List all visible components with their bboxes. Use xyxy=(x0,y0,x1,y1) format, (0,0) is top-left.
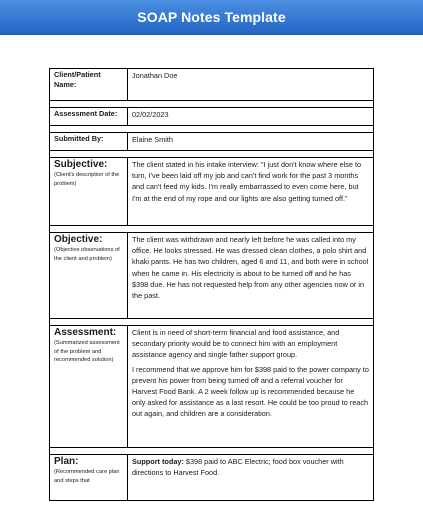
subjective-row xyxy=(50,158,374,226)
subjective-description: (Client's description of the problem) xyxy=(54,172,120,187)
date-row xyxy=(50,108,374,126)
spacer-row xyxy=(50,448,374,455)
spacer-row xyxy=(50,226,374,233)
date-value-cell xyxy=(128,108,374,126)
assessment-label-cell xyxy=(50,326,128,448)
date-value: 02/02/2023 xyxy=(132,110,169,119)
assessment-text-1: Client is in need of short-term financial and food assistance, and secondary priority would be to connect him with an employment assistance agency and single father support group. xyxy=(132,328,340,360)
subjective-title: Subjective: xyxy=(54,159,108,170)
submitted-value: Elaine Smith xyxy=(132,135,173,144)
client-label-cell xyxy=(50,69,128,101)
submitted-value-cell xyxy=(128,133,374,151)
title-banner xyxy=(0,0,423,35)
plan-text xyxy=(132,456,369,478)
plan-row xyxy=(50,455,374,501)
subjective-text-cell xyxy=(128,158,374,226)
objective-label-cell xyxy=(50,233,128,319)
spacer-row xyxy=(50,101,374,108)
submitted-label: Submitted By: xyxy=(54,134,104,143)
objective-row xyxy=(50,233,374,319)
date-label-cell xyxy=(50,108,128,126)
assessment-text-2: I recommend that we approve him for $398 paid to the power company to prevent his power from being turned off and a referral voucher for Harvest Food Bank. A 2 week follow up is recommended because he only asked for assistance as a last resort. He could be too proud to reach out again, and children are a consideration. xyxy=(132,364,369,419)
client-label: Client/Patient Name: xyxy=(54,70,101,89)
soap-notes-table xyxy=(49,68,374,501)
assessment-row xyxy=(50,326,374,448)
objective-text-cell xyxy=(128,233,374,319)
submitted-label-cell xyxy=(50,133,128,151)
plan-label-cell xyxy=(50,455,128,501)
plan-today-text: $398 paid to ABC Electric; food box voucher with directions to Harvest Food. xyxy=(132,457,344,478)
objective-description: (Objective observations of the client and problem) xyxy=(54,247,120,262)
plan-title: Plan: xyxy=(54,456,79,467)
spacer-row xyxy=(50,151,374,158)
subjective-text: The client stated in his intake interview: "I just don't know where else to turn, I've been laid off my job and can't find work for the past 3 months and can't feed my kids. I'm really embarrassed to even come here, but I'm at the end of my rope and our lights are also getting turned off." xyxy=(132,160,362,203)
client-row xyxy=(50,69,374,101)
submitted-row xyxy=(50,133,374,151)
assessment-text-cell xyxy=(128,326,374,448)
objective-title: Objective: xyxy=(54,234,103,245)
assessment-title: Assessment: xyxy=(54,327,117,338)
spacer-row xyxy=(50,126,374,133)
plan-text-cell xyxy=(128,455,374,501)
date-label: Assessment Date: xyxy=(54,109,118,118)
subjective-label-cell xyxy=(50,158,128,226)
client-value: Jonathan Doe xyxy=(132,71,178,80)
plan-today-label: Support today: xyxy=(132,457,184,466)
page-title: SOAP Notes Template xyxy=(137,9,286,25)
plan-description: (Recommended care plan and steps that xyxy=(54,469,120,484)
objective-text: The client was withdrawn and nearly left before he was called into my office. He looks stressed. He was dressed clean clothes, a polo shirt and khaki pants. He has two children, aged 6 and 11, and both were in school when he came in. His electricity is about to be turned off and he has $398 due. He has not requested help from any other agencies now or in the past. xyxy=(132,235,369,301)
spacer-row xyxy=(50,319,374,326)
assessment-description: (Summarized assessment of the problem and recommended solution) xyxy=(54,340,120,364)
client-value-cell xyxy=(128,69,374,101)
